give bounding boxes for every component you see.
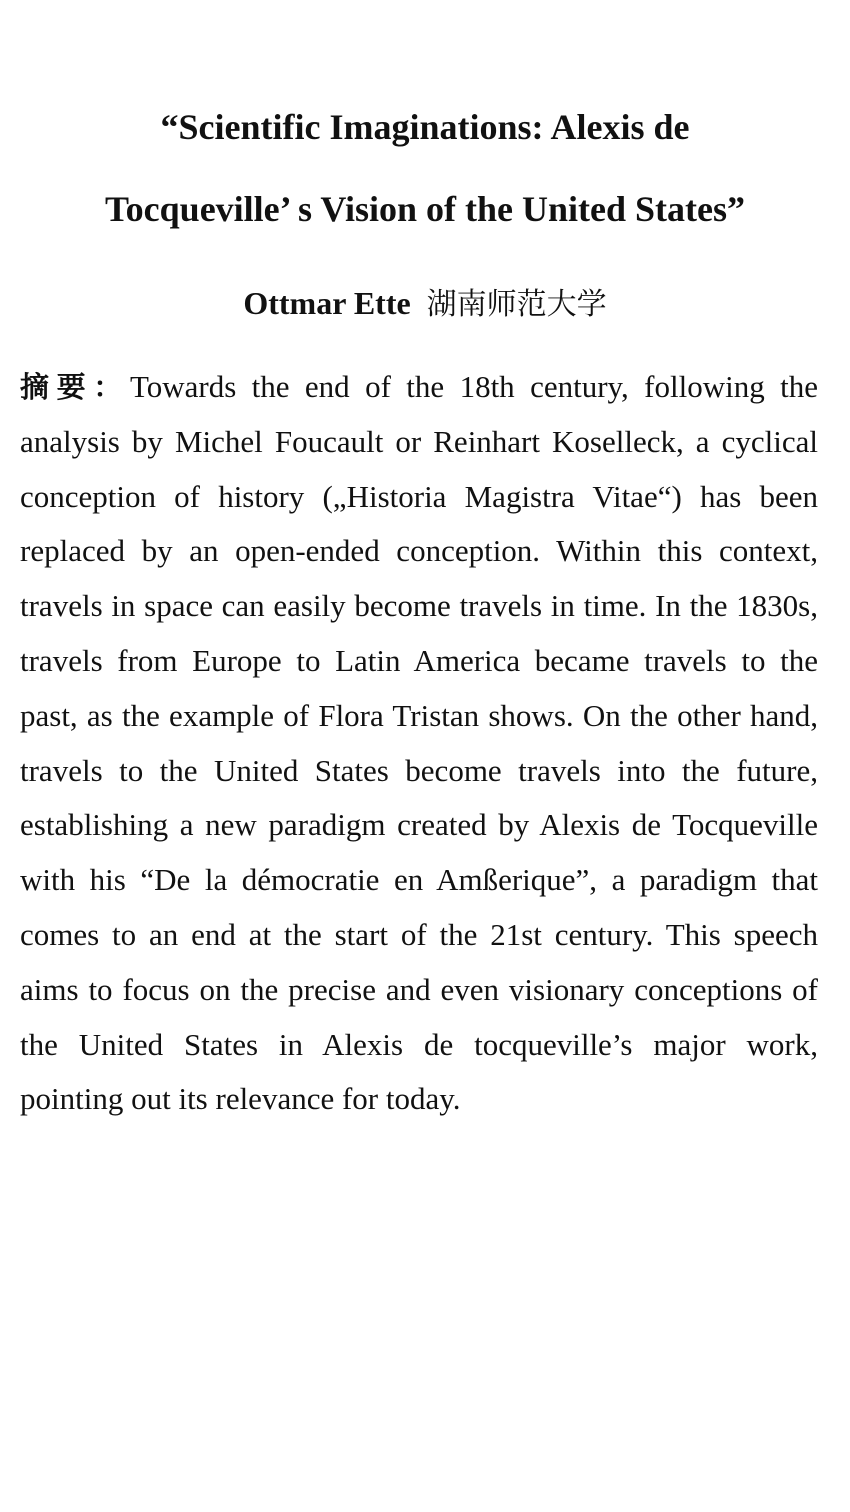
author-affiliation: 湖南师范大学: [426, 287, 607, 322]
paper-title-line-2: Tocqueville’ s Vision of the United States”: [104, 189, 746, 229]
paper-title-line-1: “Scientific Imaginations: Alexis de: [160, 107, 690, 147]
abstract-label: 摘要：: [20, 370, 130, 404]
author-line: [20, 283, 830, 325]
abstract-text: Towards the end of the 18th century, following the analysis by Michel Foucault or Reinhart Koselleck, a cyclical conception of history („Historia Magistra Vitae“) has been replaced by an open-ended conception. Within this context, travels in space can easily become travels in time. In the 1830s, travels from Europe to Latin America became travels to the past, as the example of Flora Tristan shows. On the other hand, travels to the United States become travels into the future, establishing a new paradigm created by Alexis de Tocqueville with his “De la démocratie en Amßerique”, a paradigm that comes to an end at the start of the 21st century. This speech aims to focus on the precise and even visionary conceptions of the United States in Alexis de tocqueville’s major work, pointing out its relevance for today.: [20, 369, 818, 1117]
abstract: [20, 360, 818, 1127]
author-name: Ottmar Ette: [243, 285, 411, 321]
